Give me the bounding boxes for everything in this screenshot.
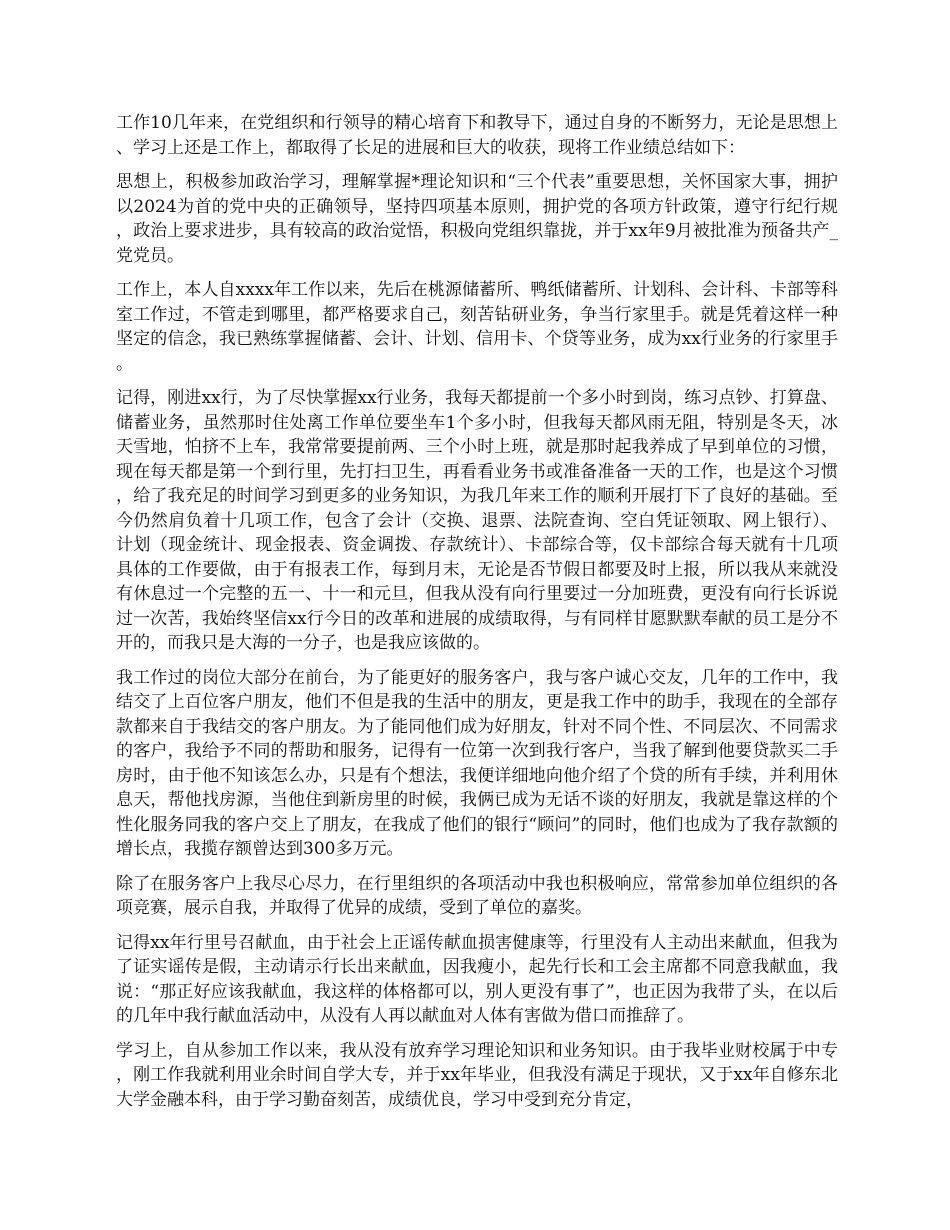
paragraph-blood-donation: 记得xx年行里号召献血，由于社会上正谣传献血损害健康等，行里没有人主动出来献血，但我为了证实谣传是假，主动请示行长出来献血，因我瘦小，起先行长和工会主席都不同意我献血，我说：“那正好应该我献血，我这样的体格都可以，别人更没有事了”，也正因为我带了头，在以后的几年中我行献血活动中，从没有人再以献血对人体有害做为借口而推辞了。 bbox=[116, 932, 838, 1026]
paragraph-activities: 除了在服务客户上我尽心尽力，在行里组织的各项活动中我也积极响应，常常参加单位组织的各项竞赛，展示自我，并取得了优异的成绩，受到了单位的嘉奖。 bbox=[116, 873, 838, 918]
paragraph-intro: 工作10几年来，在党组织和行领导的精心培育下和教导下，通过自身的不断努力，无论是思想上、学习上还是工作上，都取得了长足的进展和巨大的收获，现将工作业绩总结如下： bbox=[116, 113, 838, 158]
paragraph-customers: 我工作过的岗位大部分在前台，为了能更好的服务客户，我与客户诚心交友，几年的工作中，我结交了上百位客户朋友，他们不但是我的生活中的朋友，更是我工作中的助手，我现在的全部存款都来自于我结交的客户朋友。为了能同他们成为好朋友，针对不同个性、不同层次、不同需求的客户，我给予不同的帮助和服务，记得有一位第一次到我行客户，当我了解到他要贷款买二手房时，由于他不知该怎么办，只是有个想法，我便详细地向他介绍了个贷的所有手续，并利用休息天，帮他找房源，当他住到新房里的时候，我俩已成为无话不谈的好朋友，我就是靠这样的个性化服务同我的客户交上了朋友，在我成了他们的银行“顾问”的同时，他们也成为了我存款额的增长点，我揽存额曾达到300多万元。 bbox=[116, 667, 838, 859]
paragraph-memories: 记得，刚进xx行，为了尽快掌握xx行业务，我每天都提前一个多小时到岗，练习点钞、打算盘、储蓄业务，虽然那时住处离工作单位要坐车1个多小时，但我每天都风雨无阻，特别是冬天，冰天雪地，怕挤不上车，我常常要提前两、三个小时上班，就是那时起我养成了早到单位的习惯，现在每天都是第一个到行里，先打扫卫生，再看看业务书或准备准备一天的工作，也是这个习惯，给了我充足的时间学习到更多的业务知识，为我几年来工作的顺利开展打下了良好的基础。至今仍然肩负着十几项工作，包含了会计（交换、退票、法院查询、空白凭证领取、网上银行）、计划（现金统计、现金报表、资金调拨、存款统计）、卡部综合等，仅卡部综合每天就有十几项具体的工作要做，由于有报表工作，每到月末，无论是否节假日都要及时上报，所以我从来就没有休息过一个完整的五一、十一和元旦，但我从没有向行里要过一分加班费，更没有向行长诉说过一次苦，我始终坚信xx行今日的改革和进展的成绩取得，与有同样甘愿默默奉献的员工是分不开的，而我只是大海的一分子，也是我应该做的。 bbox=[116, 388, 838, 653]
paragraph-work: 工作上，本人自xxxx年工作以来，先后在桃源储蓄所、鸭纸储蓄所、计划科、会计科、卡部等科室工作过，不管走到哪里，都严格要求自己，刻苦钻研业务，争当行家里手。就是凭着这样一种坚定的信念，我已熟练掌握储蓄、会计、计划、信用卡、个贷等业务，成为xx行业务的行家里手。 bbox=[116, 280, 838, 374]
paragraph-ideology: 思想上，积极参加政治学习，理解掌握*理论知识和“三个代表”重要思想，关怀国家大事，拥护以2024为首的党中央的正确领导，坚持四项基本原则，拥护党的各项方针政策，遵守行纪行规，政治上要求进步，具有较高的政治觉悟，积极向党组织靠拢，并于xx年9月被批准为预备共产_党党员。 bbox=[116, 172, 838, 266]
document-body bbox=[116, 111, 838, 1122]
paragraph-study: 学习上，自从参加工作以来，我从没有放弃学习理论知识和业务知识。由于我毕业财校属于中专，刚工作我就利用业余时间自学大专，并于xx年毕业，但我没有满足于现状，又于xx年自修东北大学金融本科，由于学习勤奋刻苦，成绩优良，学习中受到充分肯定， bbox=[116, 1040, 838, 1110]
